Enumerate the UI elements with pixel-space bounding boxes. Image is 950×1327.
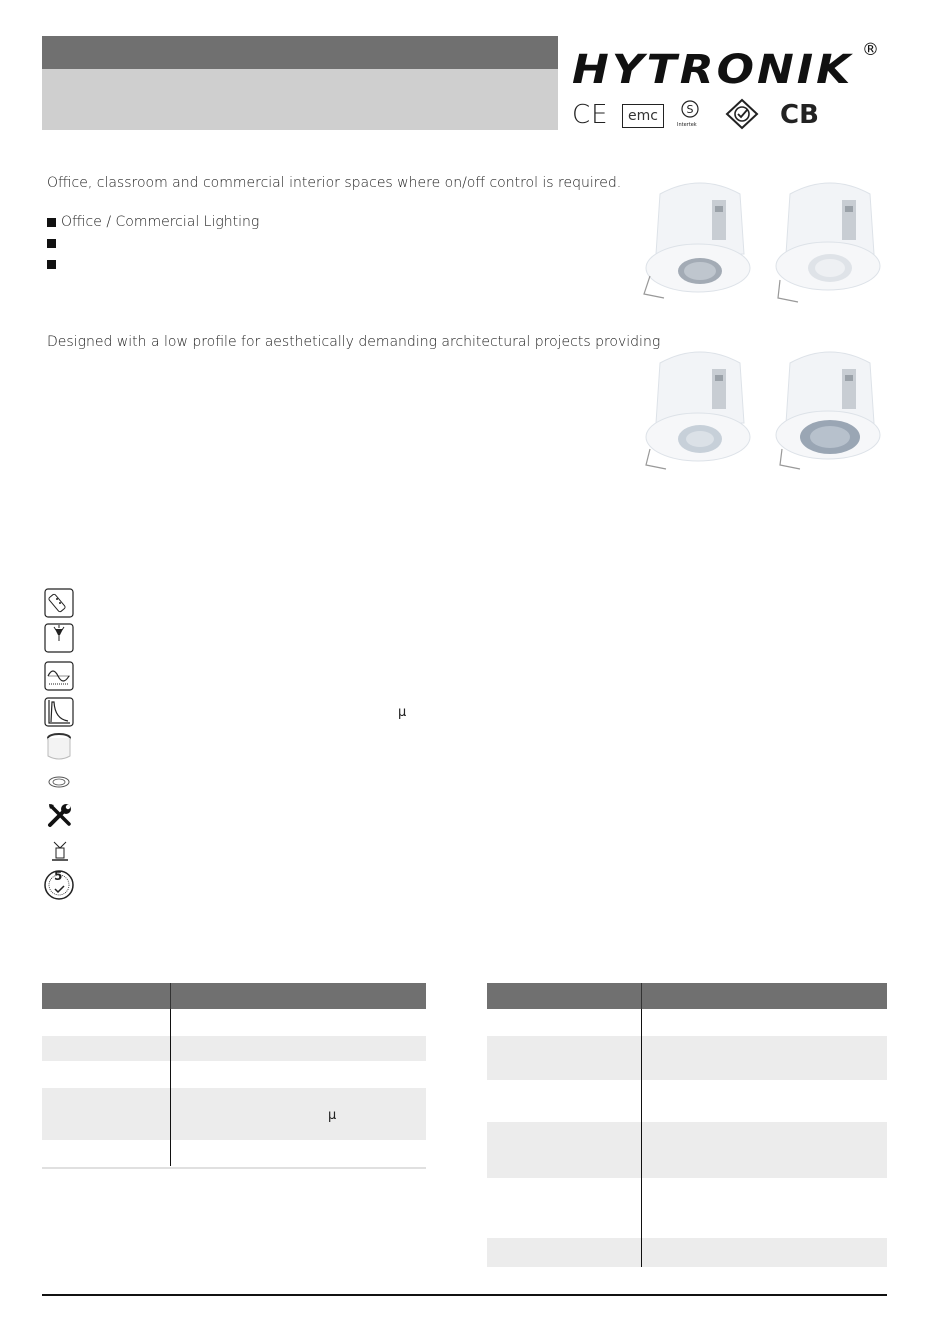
header-subtitle-bar xyxy=(42,69,558,130)
right-table-row-2 xyxy=(487,1036,887,1080)
right-table-row-4 xyxy=(487,1122,887,1178)
header-title-bar xyxy=(42,36,558,69)
ce-mark: CE xyxy=(572,100,609,130)
rcm-mark-icon xyxy=(725,98,759,130)
right-table-header-divider xyxy=(641,983,642,1009)
sine-wave-icon xyxy=(44,661,74,691)
left-table-row-2 xyxy=(42,1036,426,1061)
description-line: Designed with a low profile for aesthetically demanding architectural projects providing xyxy=(47,334,661,350)
warranty-number: 5 xyxy=(54,869,63,883)
brand-logo: HYTRONIK xyxy=(572,46,854,93)
tools-icon xyxy=(47,802,73,828)
cb-mark: CB xyxy=(780,100,819,130)
application-item-1: Office / Commercial Lighting xyxy=(61,214,260,230)
emc-mark: emc xyxy=(622,104,664,128)
left-table-header xyxy=(42,983,426,1009)
intertek-caption: Intertek xyxy=(677,122,697,128)
sensor-cylinder-icon xyxy=(46,732,72,762)
lamp-icon xyxy=(44,623,74,653)
svg-text:S: S xyxy=(686,103,694,116)
right-table-row-6 xyxy=(487,1238,887,1267)
left-table-header-divider xyxy=(170,983,171,1009)
bullet-square xyxy=(47,260,56,269)
surge-pulse-icon xyxy=(44,697,74,727)
bullet-square xyxy=(47,239,56,248)
product-image-1 xyxy=(640,176,760,304)
product-image-4 xyxy=(770,345,890,473)
product-image-2 xyxy=(770,176,890,304)
applications-intro: Office, classroom and commercial interior spaces where on/off control is required. xyxy=(47,175,622,191)
registered-mark: ® xyxy=(862,40,879,60)
feature-mu-symbol: μ xyxy=(398,705,407,720)
stack-icon xyxy=(50,840,70,862)
left-table-bottom-rule xyxy=(42,1167,426,1169)
product-image-3 xyxy=(640,345,760,473)
right-table-column-divider xyxy=(641,1009,642,1267)
remote-control-icon xyxy=(44,588,74,618)
left-table-row-4 xyxy=(42,1088,426,1140)
footer-rule xyxy=(42,1294,887,1296)
right-table-header xyxy=(487,983,887,1009)
bullet-square xyxy=(47,218,56,227)
left-table-column-divider xyxy=(170,1009,171,1166)
left-table-mu-symbol: μ xyxy=(328,1108,337,1123)
lens-pattern-icon xyxy=(48,775,70,789)
